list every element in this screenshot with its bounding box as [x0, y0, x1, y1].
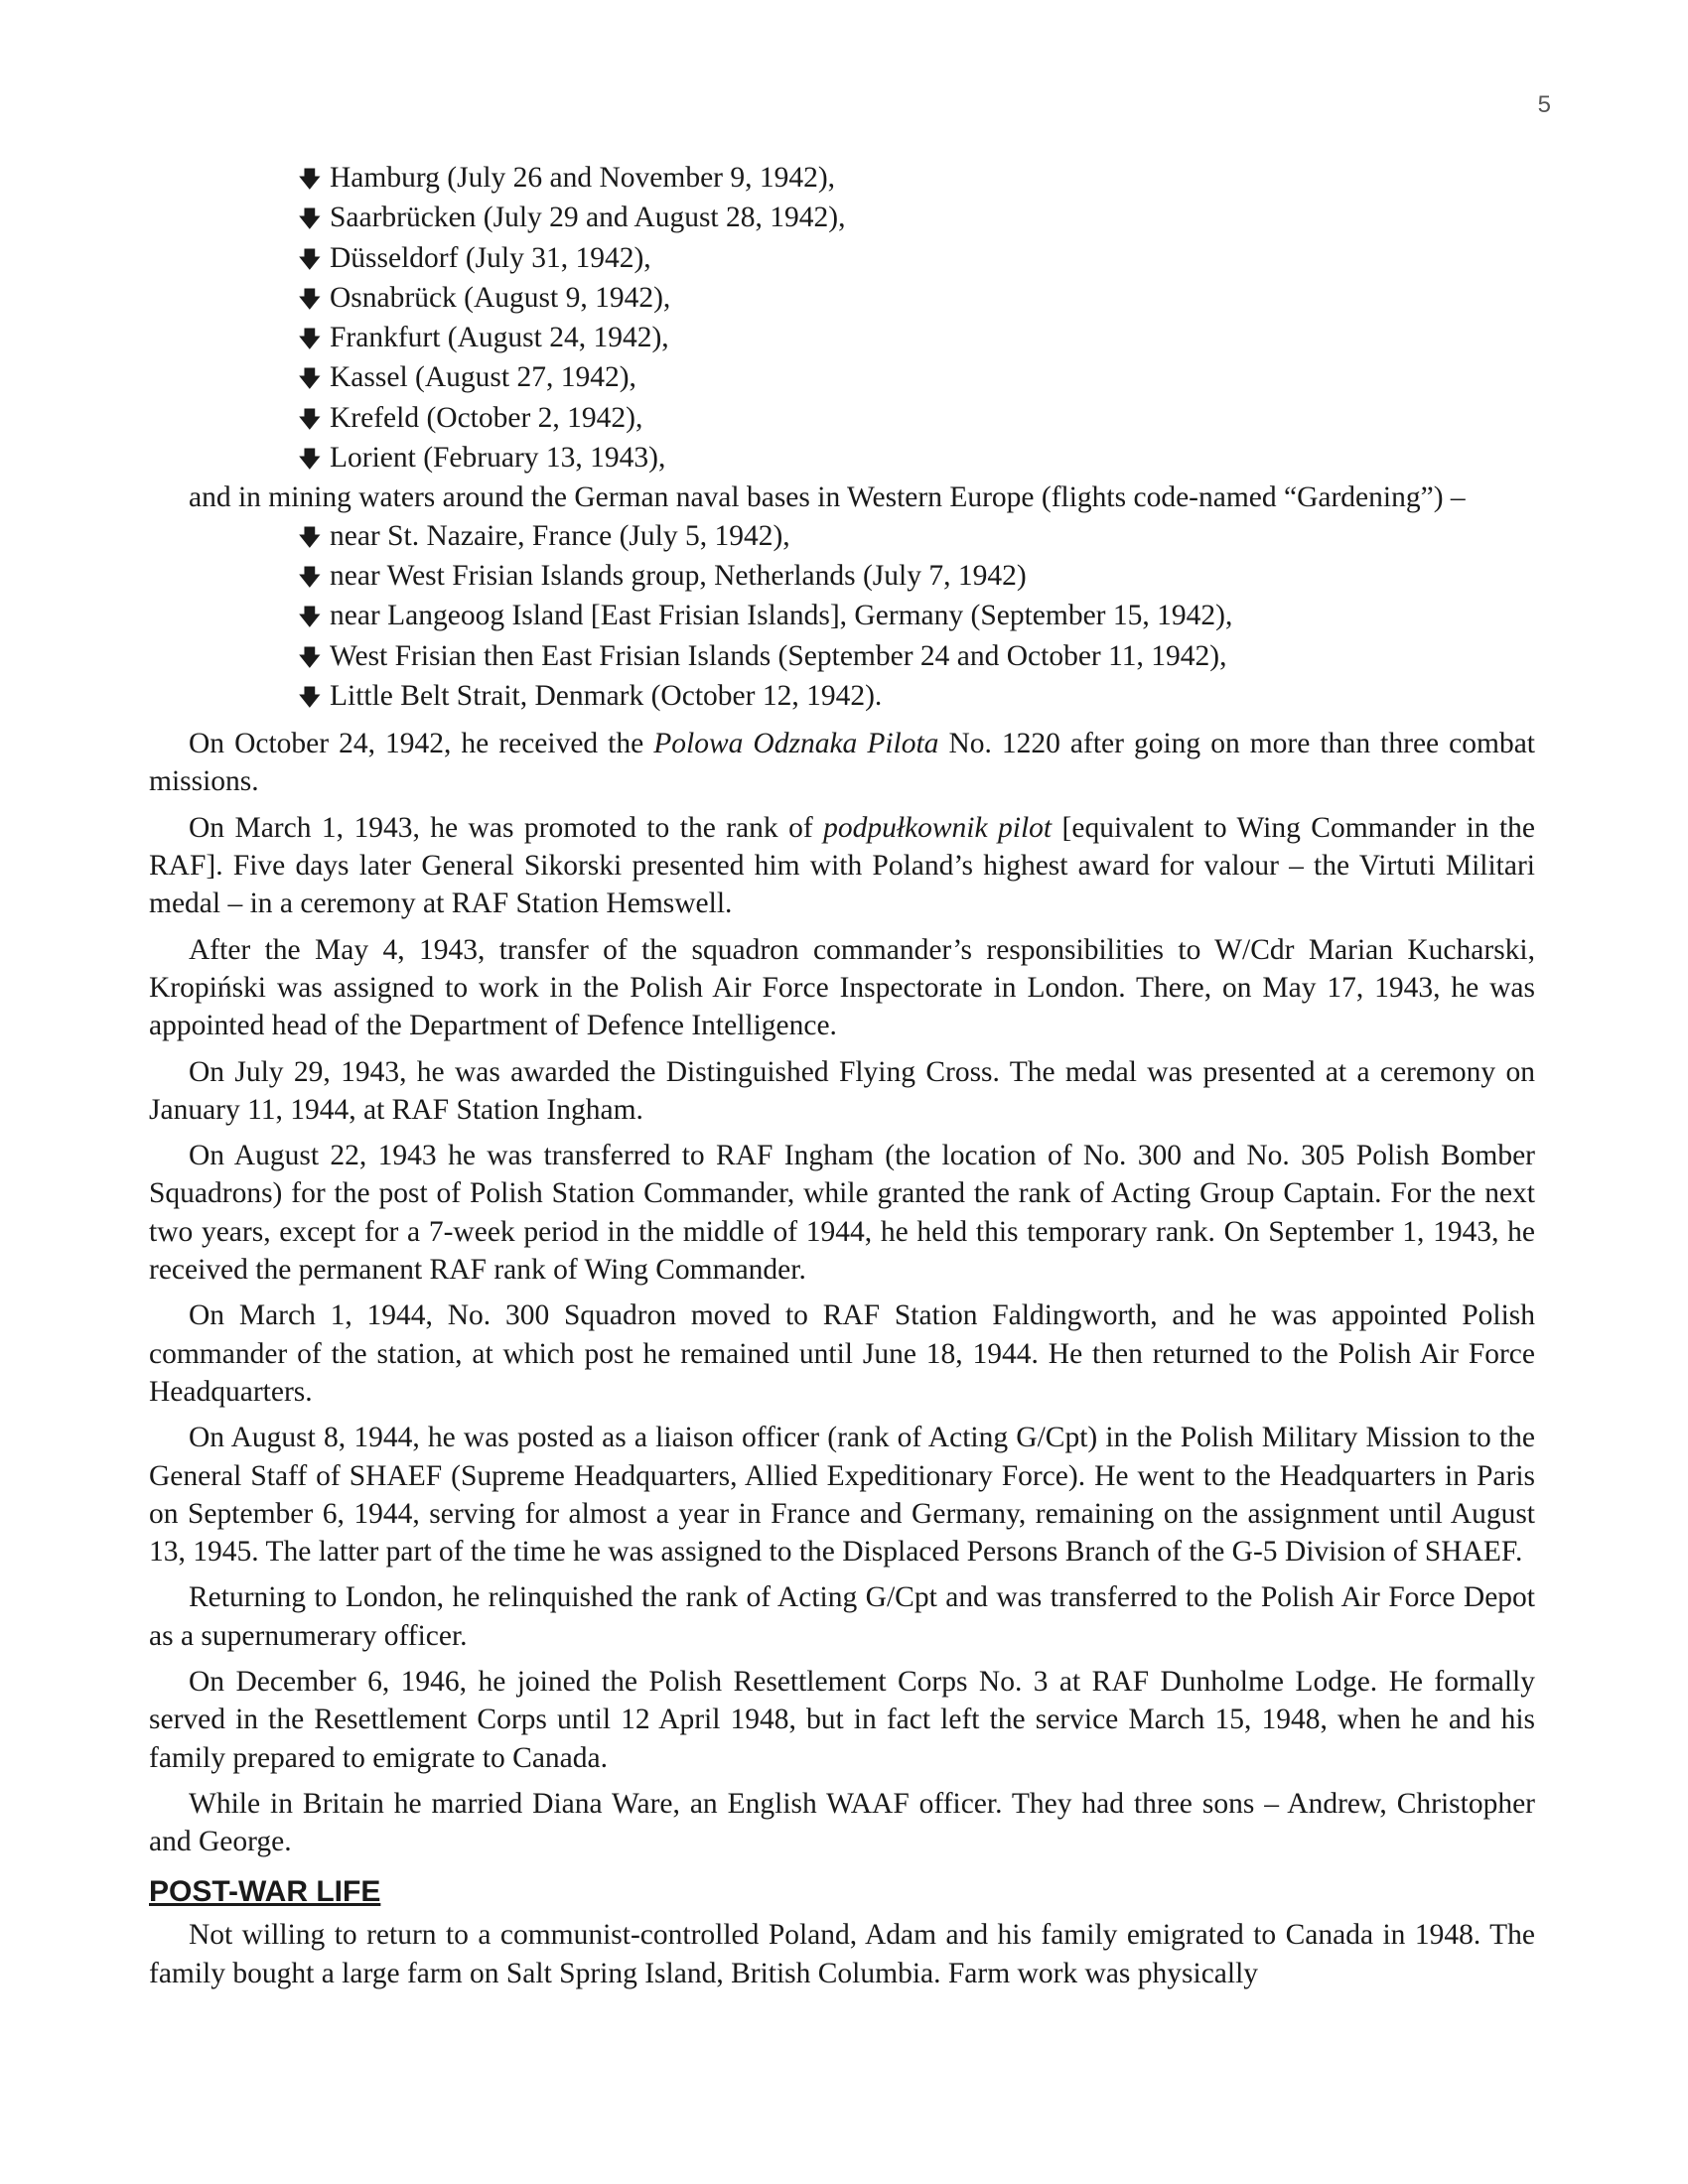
- paragraph-london: Returning to London, he relinquished the rank of Acting G/Cpt and was transferred to the Polish Air Force Depot as a supernumerary officer.: [149, 1581, 1535, 1652]
- down-arrow-icon: 🡇: [298, 644, 322, 671]
- paragraph-faldingworth: On March 1, 1944, No. 300 Squadron moved to RAF Station Faldingworth, and he was appointed Polish commander of the station, at which post he remained until June 18, 1944. He then returned to the Polish Air Force Headquarters.: [149, 1299, 1535, 1408]
- paragraph-post-war: Not willing to return to a communist-controlled Poland, Adam and his family emigrated to Canada in 1948. The family bought a large farm on Salt Spring Island, British Columbia. Farm work was physically: [149, 1919, 1535, 1989]
- list-item: 🡇 near West Frisian Islands group, Netherlands (July 7, 1942): [298, 557, 1535, 597]
- paragraph-marriage: While in Britain he married Diana Ware, an English WAAF officer. They had three sons – Andrew, Christopher and George.: [149, 1787, 1535, 1858]
- down-arrow-icon: 🡇: [298, 447, 322, 474]
- list-item: 🡇 near St. Nazaire, France (July 5, 1942),: [298, 517, 1535, 557]
- paragraph-ingham: On August 22, 1943 he was transferred to RAF Ingham (the location of No. 300 and No. 305 Polish Bomber Squadrons) for the post of Polish Station Commander, while granted the rank of Acting Group Captain. For the next two years, except for a 7-week period in the middle of 1944, he held this temporary rank. On September 1, 1943, he received the permanent RAF rank of Wing Commander.: [149, 1140, 1535, 1287]
- down-arrow-icon: 🡇: [298, 406, 322, 433]
- down-arrow-icon: 🡇: [298, 286, 322, 313]
- list-item: 🡇 Frankfurt (August 24, 1942),: [298, 319, 1535, 358]
- section-heading: POST-WAR LIFE: [149, 1875, 381, 1909]
- list-item: 🡇 Hamburg (July 26 and November 9, 1942),: [298, 159, 1535, 199]
- down-arrow-icon: 🡇: [298, 206, 322, 233]
- list-item: 🡇 Saarbrücken (July 29 and August 28, 1942),: [298, 199, 1535, 238]
- list-item: 🡇 Kassel (August 27, 1942),: [298, 358, 1535, 398]
- list-item: 🡇 West Frisian then East Frisian Islands (September 24 and October 11, 1942),: [298, 637, 1535, 677]
- down-arrow-icon: 🡇: [298, 524, 322, 551]
- paragraph-pilot-badge: On October 24, 1942, he received the Polowa Odznaka Pilota No. 1220 after going on more than three combat missions.: [149, 728, 1535, 798]
- down-arrow-icon: 🡇: [298, 564, 322, 591]
- list-item: 🡇 Düsseldorf (July 31, 1942),: [298, 239, 1535, 279]
- paragraph-inspectorate: After the May 4, 1943, transfer of the squadron commander’s responsibilities to W/Cdr Marian Kucharski, Kropiński was assigned to work in the Polish Air Force Inspectorate in London. There, on May 17, 1943, he was appointed head of the Department of Defence Intelligence.: [149, 933, 1535, 1042]
- mining-location-list: [149, 517, 1535, 717]
- list-item: 🡇 Krefeld (October 2, 1942),: [298, 399, 1535, 439]
- paragraph-dfc: On July 29, 1943, he was awarded the Distinguished Flying Cross. The medal was presented at a ceremony on January 11, 1944, at RAF Station Ingham.: [149, 1055, 1535, 1126]
- target-city-list: [149, 159, 1535, 478]
- list-item: 🡇 Little Belt Strait, Denmark (October 12, 1942).: [298, 677, 1535, 717]
- list-item: 🡇 Osnabrück (August 9, 1942),: [298, 279, 1535, 319]
- down-arrow-icon: 🡇: [298, 605, 322, 631]
- paragraph-resettlement: On December 6, 1946, he joined the Polish Resettlement Corps No. 3 at RAF Dunholme Lodge. He formally served in the Resettlement Corps until 12 April 1948, but in fact left the service March 15, 1948, when he and his family prepared to emigrate to Canada.: [149, 1665, 1535, 1774]
- down-arrow-icon: 🡇: [298, 327, 322, 353]
- down-arrow-icon: 🡇: [298, 167, 322, 193]
- down-arrow-icon: 🡇: [298, 366, 322, 393]
- down-arrow-icon: 🡇: [298, 246, 322, 273]
- page-number: 5: [1537, 91, 1551, 118]
- page-content: [149, 159, 1535, 1992]
- list-item: 🡇 near Langeoog Island [East Frisian Islands], Germany (September 15, 1942),: [298, 597, 1535, 636]
- down-arrow-icon: 🡇: [298, 684, 322, 711]
- paragraph-shaef: On August 8, 1944, he was posted as a liaison officer (rank of Acting G/Cpt) in the Polish Military Mission to the General Staff of SHAEF (Supreme Headquarters, Allied Expeditionary Force). He went to the Headquarters in Paris on September 6, 1944, serving for almost a year in France and Germany, remaining on the assignment until August 13, 1945. The latter part of the time he was assigned to the Displaced Persons Branch of the G-5 Division of SHAEF.: [149, 1422, 1535, 1569]
- paragraph-promotion: On March 1, 1943, he was promoted to the rank of podpułkownik pilot [equivalent to Wing Commander in the RAF]. Five days later General Sikorski presented him with Poland’s highest award for valour – the Virtuti Militari medal – in a ceremony at RAF Station Hemswell.: [149, 811, 1535, 920]
- mining-intro-text: and in mining waters around the German naval bases in Western Europe (flights code-named “Gardening”) –: [189, 481, 1466, 514]
- list-item: 🡇 Lorient (February 13, 1943),: [298, 439, 1535, 478]
